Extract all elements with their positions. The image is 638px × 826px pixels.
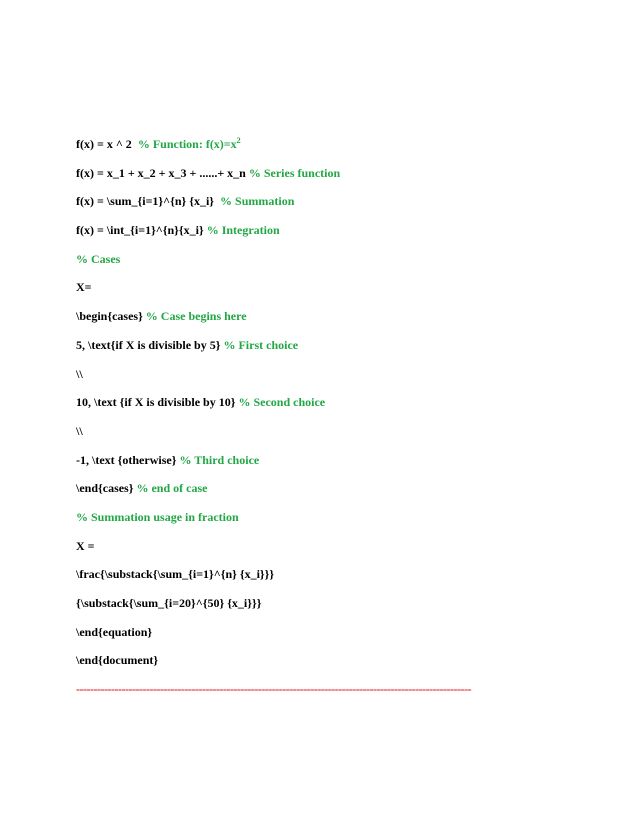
code-text: f(x) = x ^ 2 — [76, 137, 138, 151]
comment-text: % Case begins here — [145, 309, 247, 324]
code-line-line-break — [76, 421, 606, 450]
superscript-text: 2 — [236, 136, 241, 145]
comment-text: % Function: f(x)=x — [137, 137, 237, 151]
code-line-frac-numerator — [76, 564, 606, 593]
code-text: X= — [76, 280, 92, 295]
comment-text: % Third choice — [179, 452, 260, 467]
code-line-frac-denominator — [76, 593, 606, 622]
code-line-end-cases — [76, 478, 606, 507]
code-text: {\substack{\sum_{i=20}^{50} {x_i}}} — [76, 596, 262, 610]
code-line-first-choice — [76, 335, 606, 364]
comment-text: % Second choice — [238, 395, 326, 410]
code-line-fraction-comment — [76, 507, 606, 536]
comment-text: % Integration — [206, 223, 280, 238]
code-text: \\ — [76, 366, 83, 381]
code-line-end-document — [76, 650, 606, 679]
code-listing — [76, 134, 606, 699]
code-line-third-choice — [76, 450, 606, 479]
separator-line: ----------------------------------------------------------------------------------------------------------------- — [76, 682, 472, 697]
comment-text: % Series function — [248, 165, 341, 180]
code-line-cases-comment — [76, 249, 606, 278]
comment-text: % Summation usage in fraction — [76, 509, 239, 524]
code-text: \begin{cases} — [76, 309, 146, 324]
code-line-x-equals — [76, 277, 606, 306]
code-line-series — [76, 163, 606, 192]
code-text: \frac{\substack{\sum_{i=1}^{n} {x_i}}} — [76, 567, 275, 582]
code-text: -1, \text {otherwise} — [76, 452, 180, 467]
code-text: \end{equation} — [76, 624, 153, 639]
code-text: f(x) = \int_{i=1}^{n}{x_i} — [76, 223, 207, 238]
code-text: 10, \text {if X is divisible by 10} — [76, 395, 239, 410]
code-text: f(x) = x_1 + x_2 + x_3 + ......+ x_n — [76, 165, 249, 180]
comment-text: % Cases — [76, 251, 121, 266]
comment-text: % Summation — [220, 194, 295, 209]
code-line-second-choice — [76, 392, 606, 421]
code-text: 5, \text{if X is divisible by 5} — [76, 337, 224, 352]
code-text: \end{cases} — [76, 481, 137, 496]
code-text: X = — [76, 538, 95, 553]
comment-text: % end of case — [136, 481, 208, 496]
code-line-end-equation — [76, 622, 606, 651]
code-text: \end{document} — [76, 653, 159, 668]
code-text: \\ — [76, 423, 83, 438]
code-line-summation — [76, 191, 606, 220]
code-line-x-equals — [76, 536, 606, 565]
code-line-line-break — [76, 364, 606, 393]
code-line-function — [76, 134, 606, 163]
code-line-integration — [76, 220, 606, 249]
code-text: f(x) = \sum_{i=1}^{n} {x_i} — [76, 194, 221, 209]
comment-text: % First choice — [223, 337, 299, 352]
code-line-begin-cases — [76, 306, 606, 335]
